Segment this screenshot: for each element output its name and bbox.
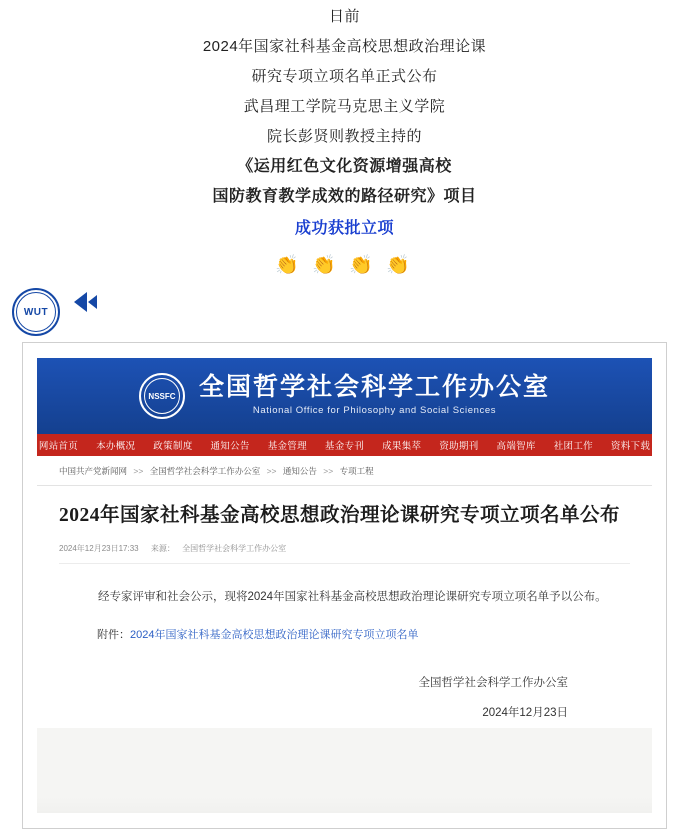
announcement-line: 武昌理工学院马克思主义学院 (243, 98, 446, 115)
article-title: 2024年国家社科基金高校思想政治理论课研究专项立项名单公布 (59, 505, 621, 526)
project-title-line: 国防教育教学成效的路径研究》项目 (212, 188, 477, 205)
website-screenshot (37, 358, 652, 813)
article (37, 486, 652, 728)
nav-item-policy[interactable]: 政策制度 (153, 441, 193, 452)
wut-logo-text: WUT (16, 292, 56, 332)
chevron-left-icon-group (74, 292, 98, 312)
badge-strip (0, 288, 689, 336)
nav-item-think-tank[interactable]: 高端智库 (496, 441, 536, 452)
breadcrumb-item-4[interactable]: 专项工程 (339, 466, 374, 476)
breadcrumb-item-3[interactable]: 通知公告 (282, 466, 317, 476)
clap-emoji-row: 👏 👏 👏 👏 (275, 255, 414, 276)
nav-item-notices[interactable]: 通知公告 (210, 441, 250, 452)
website-screenshot-card (22, 342, 667, 829)
breadcrumb-separator: >> (266, 466, 277, 476)
announcement-highlight: 成功获批立项 (294, 220, 394, 237)
signature-date: 2024年12月23日 (482, 707, 568, 719)
nav-item-about[interactable]: 本办概况 (96, 441, 136, 452)
nav-item-home[interactable]: 网站首页 (38, 441, 79, 452)
chevron-left-icon (88, 295, 97, 309)
site-header (37, 358, 652, 434)
wut-logo-icon (12, 288, 60, 336)
announcement-block (0, 0, 689, 280)
signature-block (75, 668, 614, 728)
nav-item-fund-journal[interactable]: 基金专刊 (324, 441, 365, 452)
divider (0, 296, 689, 297)
signature-org: 全国哲学社会科学工作办公室 (418, 677, 568, 689)
breadcrumb-item-1[interactable]: 中国共产党新闻网 (59, 466, 128, 476)
announcement-line: 院长彭贤则教授主持的 (266, 128, 422, 145)
nav-item-funded-journals[interactable]: 资助期刊 (439, 441, 479, 452)
breadcrumb-separator: >> (133, 466, 144, 476)
project-title-line: 《运用红色文化资源增强高校 (237, 158, 452, 175)
article-source-name: 全国哲学社会科学工作办公室 (182, 544, 287, 553)
article-datetime: 2024年12月23日17:33 (59, 544, 139, 553)
attachment-row (75, 626, 614, 642)
article-meta (59, 543, 630, 564)
article-source-label: 来源： (150, 544, 175, 553)
site-nav[interactable] (37, 434, 652, 456)
breadcrumb-separator: >> (323, 466, 334, 476)
nav-item-fund-management[interactable]: 基金管理 (267, 441, 307, 452)
site-title-en: National Office for Philosophy and Social Sciences (252, 405, 497, 416)
breadcrumb (37, 456, 652, 486)
article-body (59, 586, 630, 728)
attachment-label: 附件： (97, 629, 130, 641)
screenshot-bottom-fade (37, 797, 652, 813)
announcement-line: 2024年国家社科基金高校思想政治理论课 (202, 38, 487, 55)
article-paragraph: 经专家评审和社会公示，现将2024年国家社科基金高校思想政治理论课研究专项立项名单予以公布。 (98, 591, 607, 603)
attachment-link[interactable]: 2024年国家社科基金高校思想政治理论课研究专项立项名单 (130, 629, 419, 641)
nav-item-downloads[interactable]: 资料下载 (610, 441, 651, 452)
nav-item-achievements[interactable]: 成果集萃 (382, 441, 422, 452)
site-title-block (199, 373, 550, 419)
breadcrumb-item-2[interactable]: 全国哲学社会科学工作办公室 (149, 466, 261, 476)
announcement-line: 研究专项立项名单正式公布 (251, 68, 438, 85)
nav-item-society-work[interactable]: 社团工作 (553, 441, 593, 452)
nssfc-emblem-text: NSSFC (144, 378, 180, 414)
chevron-left-icon (74, 292, 87, 312)
announcement-line: 日前 (328, 8, 360, 25)
nssfc-emblem-icon (139, 373, 185, 419)
site-title-cn: 全国哲学社会科学工作办公室 (198, 374, 550, 401)
